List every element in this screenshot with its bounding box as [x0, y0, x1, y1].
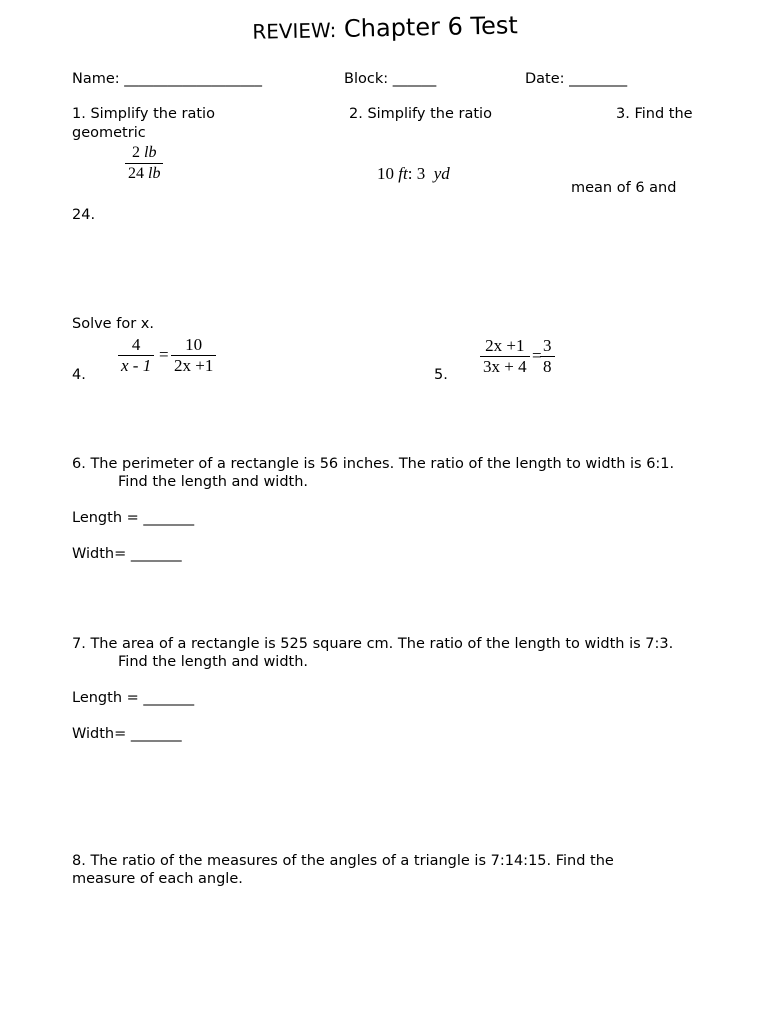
q5-lhs-denominator: 3x + 4 — [483, 357, 527, 376]
name-field: Name: ___________________ — [72, 71, 263, 87]
q7-line2: Find the length and width. — [118, 654, 309, 670]
q1-fraction — [125, 143, 163, 184]
q6-line2: Find the length and width. — [118, 474, 309, 490]
q5-rhs-numerator: 3 — [543, 336, 552, 355]
q5-rhs-fraction — [540, 336, 555, 377]
q6-line1: 6. The perimeter of a rectangle is 56 inches. The ratio of the length to width is 6:1. — [72, 456, 675, 472]
q4-lhs-fraction — [118, 335, 154, 376]
q5-number: 5. — [434, 367, 448, 383]
q4-lhs-numerator: 4 — [131, 335, 141, 354]
q2-ratio: 10 ft: 3 yd — [377, 164, 450, 183]
q5-lhs-fraction — [480, 336, 530, 377]
title-main: Chapter 6 Test — [343, 11, 518, 43]
q8-line2: measure of each angle. — [72, 871, 243, 887]
q1-wrap: geometric — [72, 125, 146, 141]
q5-equals: = — [532, 346, 542, 365]
q5-rhs-denominator: 8 — [543, 357, 552, 376]
q5-lhs-numerator: 2x +1 — [485, 336, 525, 355]
solve-heading: Solve for x. — [72, 316, 154, 332]
q3-text: 3. Find the — [616, 106, 693, 122]
date-field: Date: ________ — [525, 71, 628, 87]
q4-lhs-denominator: x - 1 — [121, 356, 152, 375]
q1-numerator: 2 lb — [132, 144, 157, 161]
q7-width-field: Width= _______ — [72, 726, 182, 742]
block-field: Block: ______ — [344, 71, 437, 87]
q4-number: 4. — [72, 367, 86, 383]
q2-text: 2. Simplify the ratio — [349, 106, 492, 122]
q1-text: 1. Simplify the ratio — [72, 106, 215, 122]
q4-rhs-fraction — [171, 335, 216, 376]
q4-equals: = — [159, 345, 169, 364]
title-prefix: REVIEW: — [252, 18, 337, 44]
q7-line1: 7. The area of a rectangle is 525 square cm. The ratio of the length to width is 7:3. — [72, 636, 674, 652]
q6-width-field: Width= _______ — [72, 546, 182, 562]
q6-length-field: Length = _______ — [72, 510, 195, 526]
q4-rhs-denominator: 2x +1 — [174, 356, 214, 375]
page-title — [0, 6, 770, 50]
q7-length-field: Length = _______ — [72, 690, 195, 706]
q3-end: 24. — [72, 207, 96, 223]
q3-cont: mean of 6 and — [571, 180, 677, 196]
q8-line1: 8. The ratio of the measures of the angles of a triangle is 7:14:15. Find the — [72, 853, 614, 869]
q4-rhs-numerator: 10 — [185, 335, 203, 354]
q1-denominator: 24 lb — [128, 165, 161, 182]
